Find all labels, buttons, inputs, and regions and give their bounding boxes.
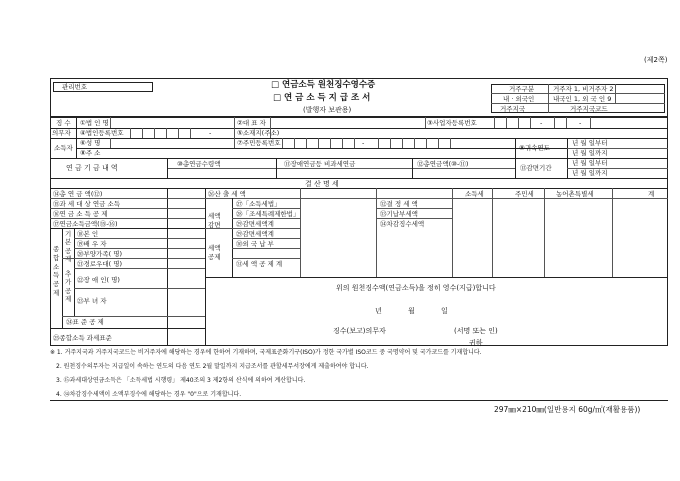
field-resident-no: ⑦주민등록번호 bbox=[237, 139, 281, 147]
field-name: ⑥성 명 bbox=[80, 139, 101, 147]
row-final-tax: ㉜결 정 세 액 bbox=[380, 200, 418, 208]
withholder-label-2: 의무자 bbox=[52, 129, 71, 137]
field-representative: ②대 표 자 bbox=[237, 119, 266, 127]
reduction-to: 년 월 일까지 bbox=[572, 169, 608, 177]
row-standard-deduction: ㉔표 준 공 제 bbox=[66, 318, 104, 326]
declaration-sign[interactable]: (서명 또는 인) bbox=[454, 327, 498, 335]
note-1: ※ 1. 거주지국과 거주지국코드는 비거주자에 해당하는 경우에 한하여 기재하며, 국제표준화기구(ISO)가 정한 국가별 ISO코드 중 국명약어 및 국가코드를 기재합니다. bbox=[50, 349, 482, 356]
form-number: (제2쪽) bbox=[644, 56, 668, 64]
row-self: ⑱본 인 bbox=[77, 230, 99, 238]
group-extra-label: 추 가 공 제 bbox=[65, 270, 72, 304]
corp-no-dash: - bbox=[209, 129, 212, 137]
paper-spec: 297㎜×210㎜(일반용지 60g/㎡(재활용품)) bbox=[494, 405, 641, 414]
field-reduction-period: ⑬감면기간 bbox=[520, 164, 552, 172]
declaration-date: 년 월 일 bbox=[375, 307, 460, 315]
note-3: 3. ⑮과세대상연금소득은 「소득세법 시행령」 제40조의 3 제2항의 산식에 의하여 계산합니다. bbox=[56, 377, 306, 384]
col-farm-tax: 농어촌특별세 bbox=[556, 190, 594, 198]
residency-label: 거주구분 bbox=[509, 85, 535, 93]
mgmt-no-label: 관리번호 bbox=[62, 83, 88, 91]
payment-label: 연 금 기 금 내 역 bbox=[66, 164, 118, 172]
field-attribution-year: ⑨귀속연도 bbox=[519, 144, 550, 152]
declaration-withholder: 징수(보고)의무자 bbox=[333, 327, 386, 335]
field-recipient-address: ⑧주 소 bbox=[80, 149, 101, 157]
field-address: ⑤소재지(주소) bbox=[237, 129, 280, 137]
field-company-name: ①법 인 명 bbox=[80, 119, 109, 127]
row-dependents: ⑳부양가족( 명) bbox=[77, 250, 123, 258]
row-tax-credit: ㉙감면세액계 bbox=[236, 230, 274, 238]
title-line1: □ 연금소득 원천징수영수증 bbox=[271, 80, 376, 90]
row-woman: ㉓부 녀 자 bbox=[77, 297, 107, 305]
row-computed-tax: ㉖산 출 세 액 bbox=[208, 190, 246, 198]
row-pension-income: ⑰연금소득금액(⑮-⑯) bbox=[53, 220, 118, 228]
row-special-tax-law: ㉘「조세특례제한법」 bbox=[236, 210, 300, 218]
attribution-to: 년 월 일까지 bbox=[572, 149, 608, 157]
group-basic-label: 기 본 공 제 bbox=[65, 230, 72, 264]
row-tax-base: ㉕종합소득 과세표준 bbox=[53, 334, 112, 342]
row-foreign-paid: ㉚외 국 납 부 bbox=[236, 240, 274, 248]
row-withholding-tax: ㉞차감징수세액 bbox=[380, 220, 425, 228]
row-spouse: ⑲배 우 자 bbox=[77, 240, 107, 248]
note-2: 2. 원천징수의무자는 지급일이 속하는 연도의 다음 연도 2월 말일까지 지급조서를 관할세무서장에게 제출하여야 합니다. bbox=[56, 363, 369, 370]
settlement-header: 결 산 명 세 bbox=[305, 180, 339, 188]
row-senior: ㉑경로우대( 명) bbox=[77, 260, 123, 268]
reduction-from: 년 월 일부터 bbox=[572, 159, 608, 167]
field-total-pension-amount: ⑫총연금액(⑩-⑪) bbox=[417, 160, 469, 168]
declaration-statement: 위의 원천징수액(연금소득)을 정히 영수(지급)합니다 bbox=[336, 284, 496, 292]
declaration-addressee: 귀하 bbox=[469, 339, 483, 347]
row-disabled: ㉒장 애 인( 명) bbox=[77, 276, 120, 284]
nationality-label: 내 · 외국인 bbox=[503, 95, 535, 103]
field-biz-reg-no: ③사업자등록번호 bbox=[427, 119, 477, 127]
reduction-label: 세액 감면 bbox=[208, 212, 221, 230]
withholder-label-1: 징 수 bbox=[56, 119, 71, 127]
group-gross-label: 종 합 소 득 공 제 bbox=[53, 245, 60, 297]
field-total-pension: ⑩총연금수령액 bbox=[177, 160, 221, 168]
col-total: 계 bbox=[648, 190, 655, 198]
biz-no-dash2: - bbox=[579, 119, 582, 127]
title-line2: □ 연 금 소 득 지 급 조 서 bbox=[273, 93, 371, 103]
field-corp-reg-no: ④법인등록번호 bbox=[80, 129, 124, 137]
row-prepaid-tax: ㉝기납부세액 bbox=[380, 210, 418, 218]
nationality-value: 내국인 1, 외 국 인 9 bbox=[553, 95, 612, 103]
row-reduction-total: ㉙감면세액계 bbox=[236, 220, 274, 228]
resident-no-dash: - bbox=[362, 139, 365, 147]
attribution-from: 년 월 일부터 bbox=[572, 139, 608, 147]
field-nontaxable-pension: ⑪장애연금등 비과세연금 bbox=[284, 160, 356, 168]
col-resident-tax: 주민세 bbox=[515, 190, 534, 198]
country-code-label: 거주지국코드 bbox=[570, 105, 608, 113]
country-label: 거주지국 bbox=[500, 105, 526, 113]
row-pension-deduction: ⑯연 금 소 득 공 제 bbox=[53, 210, 108, 218]
subtitle: (발행자 보관용) bbox=[303, 106, 352, 114]
note-4: 4. ㉞차감징수세액이 소액부징수에 해당하는 경우 "0"으로 기재합니다. bbox=[56, 391, 242, 398]
row-income-tax-law: ㉗「소득세법」 bbox=[236, 200, 281, 208]
residency-value: 거주자 1, 비거주자 2 bbox=[553, 85, 614, 93]
biz-no-dash: - bbox=[540, 119, 543, 127]
credit-label: 세액 공제 bbox=[208, 244, 221, 262]
row-taxable-pension: ⑮과 세 대 상 연금 소득 bbox=[53, 200, 121, 208]
recipient-label: 소득자 bbox=[54, 144, 73, 152]
row-credit-total: ㉛세 액 공 제 계 bbox=[236, 260, 283, 268]
row-total-pension: ⑭총 연 금 액(⑫) bbox=[53, 190, 103, 198]
col-income-tax: 소득세 bbox=[465, 190, 484, 198]
